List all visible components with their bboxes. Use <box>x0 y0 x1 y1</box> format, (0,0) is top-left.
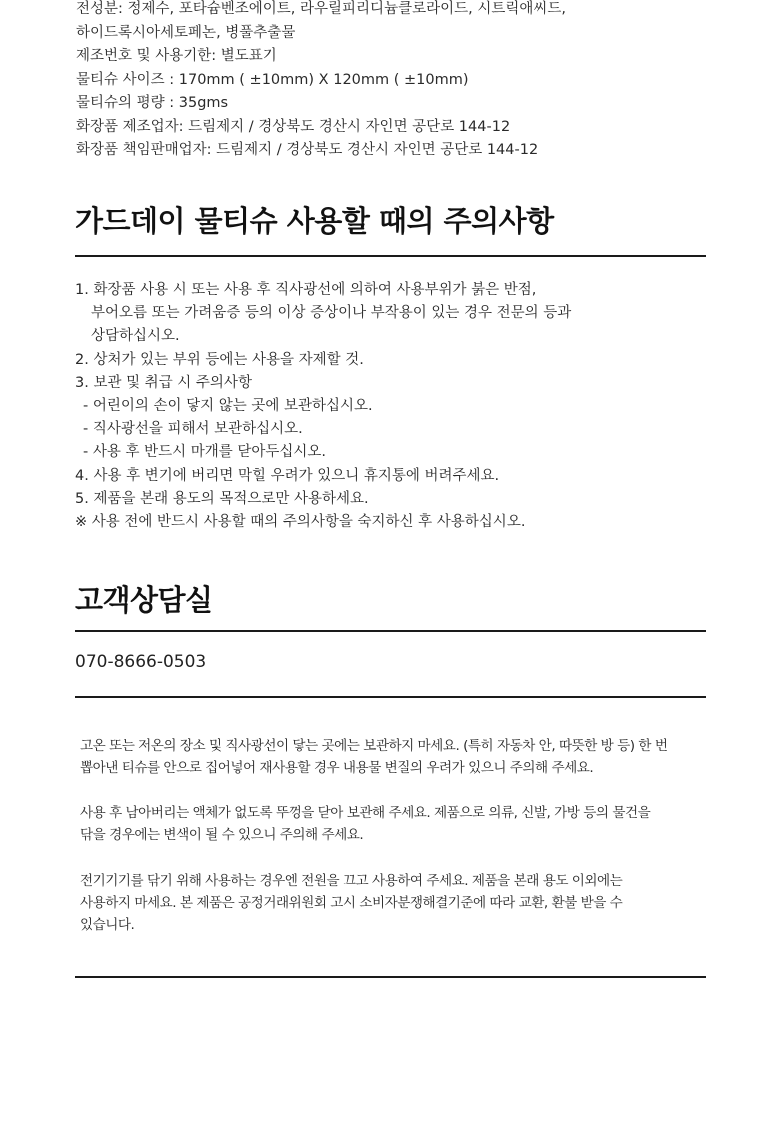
notice-line: 고온 또는 저온의 장소 및 직사광선이 닿는 곳에는 보관하지 마세요. (특히 자동차 안, 따뜻한 방 등) 한 번 <box>80 738 668 754</box>
caution-item-4: 4. 사용 후 변기에 버리면 막힐 우려가 있으니 휴지통에 버려주세요. <box>75 467 500 484</box>
caution-subitem-2: - 직사광선을 피해서 보관하십시오. <box>83 421 303 438</box>
caution-item-5: 5. 제품을 본래 용도의 목적으로만 사용하세요. <box>75 490 369 507</box>
notice-bottom-divider <box>75 976 706 978</box>
notice-paragraph-usage <box>80 802 710 846</box>
caution-item-2: 2. 상처가 있는 부위 등에는 사용을 자제할 것. <box>75 351 364 368</box>
notice-line: 있습니다. <box>80 917 135 933</box>
customer-phone-number[interactable]: 070-8666-0503 <box>75 652 207 672</box>
customer-center-divider-bottom <box>75 696 706 698</box>
caution-list <box>75 279 715 534</box>
caution-item-1-cont-2: 상담하십시오. <box>91 328 180 345</box>
tissue-weight-line: 물티슈의 평량 : 35gms <box>76 95 229 111</box>
batch-expiry-line: 제조번호 및 사용기한: 별도표기 <box>76 48 277 64</box>
caution-subitem-1: - 어린이의 손이 닿지 않는 곳에 보관하십시오. <box>83 398 373 415</box>
notice-paragraph-storage <box>80 735 710 779</box>
ingredients-line: 전성분: 정제수, 포타슘벤조에이트, 라우릴피리디늄클로라이드, 시트릭애씨드, <box>76 1 566 17</box>
notice-line: 사용 후 남아버리는 액체가 없도록 뚜껑을 닫아 보관해 주세요. 제품으로 의류, 신발, 가방 등의 물건을 <box>80 805 651 821</box>
distributor-line: 화장품 책임판매업자: 드림제지 / 경상북도 경산시 자인면 공단로 144-12 <box>76 142 539 158</box>
caution-subitem-3: - 사용 후 반드시 마개를 닫아두십시오. <box>83 444 326 461</box>
caution-item-1: 1. 화장품 사용 시 또는 사용 후 직사광선에 의하여 사용부위가 붉은 반점, <box>75 282 537 298</box>
notice-line: 뽑아낸 티슈를 안으로 집어넣어 재사용할 경우 내용물 변질의 우려가 있으니 주의해 주세요. <box>80 760 594 776</box>
product-info <box>76 0 716 163</box>
caution-title: 가드데이 물티슈 사용할 때의 주의사항 <box>75 204 554 238</box>
customer-center-divider-top <box>75 630 706 632</box>
ingredients-line-continued: 하이드록시아세토페논, 병풀추출물 <box>76 24 296 41</box>
notice-paragraph-electronics <box>80 870 710 936</box>
caution-title-divider <box>75 255 706 257</box>
notice-line: 사용하지 마세요. 본 제품은 공정거래위원회 고시 소비자분쟁해결기준에 따라 교환, 환불 받을 수 <box>80 895 623 911</box>
caution-item-1-cont: 부어오름 또는 가려움증 등의 이상 증상이나 부작용이 있는 경우 전문의 등과 <box>91 305 572 322</box>
customer-center-title: 고객상담실 <box>75 583 213 617</box>
notice-line: 닦을 경우에는 변색이 될 수 있으니 주의해 주세요. <box>80 827 364 843</box>
caution-note: ※ 사용 전에 반드시 사용할 때의 주의사항을 숙지하신 후 사용하십시오. <box>75 514 526 531</box>
caution-item-3: 3. 보관 및 취급 시 주의사항 <box>75 374 252 391</box>
notice-line: 전기기기를 닦기 위해 사용하는 경우엔 전원을 끄고 사용하여 주세요. 제품을 본래 용도 이외에는 <box>80 873 623 889</box>
manufacturer-line: 화장품 제조업자: 드림제지 / 경상북도 경산시 자인면 공단로 144-12 <box>76 118 511 135</box>
tissue-size-line: 물티슈 사이즈 : 170mm ( ±10mm) X 120mm ( ±10mm) <box>76 71 469 88</box>
